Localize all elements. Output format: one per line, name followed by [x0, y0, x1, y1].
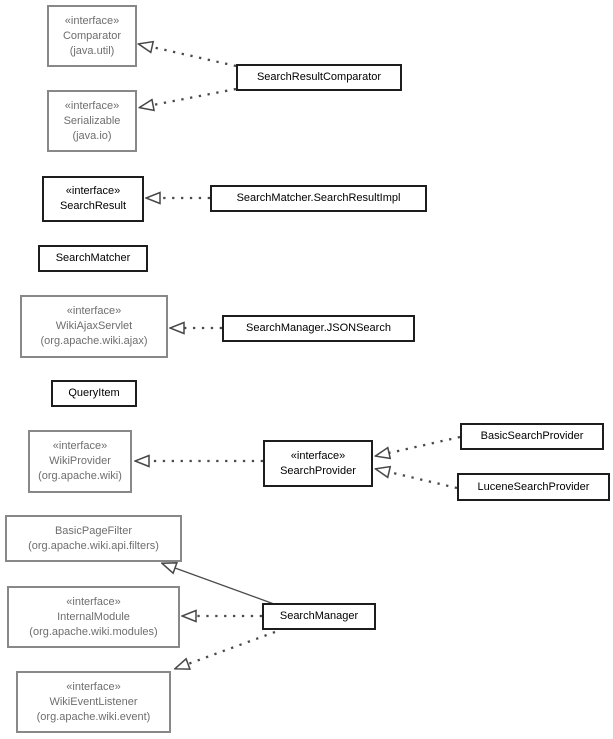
class-name: WikiEventListener: [49, 695, 138, 708]
class-name: QueryItem: [68, 387, 120, 399]
package-label: (org.apache.wiki.api.filters): [28, 539, 159, 552]
class-name: SearchResult: [59, 200, 127, 212]
class-box-lucenesearchprovider[interactable]: [457, 473, 610, 501]
package-label: (java.util): [69, 44, 115, 57]
class-name: SearchManager: [279, 610, 359, 622]
stereotype-label: «interface»: [64, 99, 120, 112]
class-box-wikiajaxservlet[interactable]: [20, 295, 168, 358]
class-box-serializable[interactable]: [47, 90, 137, 152]
realization-lucenesearchprovider-searchprovider: [389, 472, 457, 488]
class-box-searchmatcher-searchresultimpl[interactable]: [210, 185, 427, 212]
class-box-searchprovider[interactable]: [263, 440, 373, 487]
class-name: SearchMatcher.SearchResultImpl: [236, 192, 401, 204]
class-box-internalmodule[interactable]: [7, 586, 180, 648]
stereotype-label: «interface»: [66, 595, 121, 608]
stereotype-label: «interface»: [64, 14, 120, 27]
realization-searchmanager-wikieventlistener: [188, 632, 275, 664]
class-box-wikiprovider[interactable]: [28, 430, 132, 493]
class-box-basicsearchprovider[interactable]: [460, 423, 604, 450]
stereotype-label: «interface»: [290, 449, 346, 462]
class-box-comparator[interactable]: [47, 5, 137, 67]
package-label: (org.apache.wiki): [38, 470, 122, 482]
package-label: (org.apache.wiki.ajax): [40, 335, 148, 347]
package-label: (org.apache.wiki.event): [36, 710, 151, 723]
realization-searchresultcomparator-serializable: [153, 89, 236, 105]
class-box-basicpagefilter[interactable]: [5, 515, 182, 562]
class-name: LuceneSearchProvider: [477, 480, 590, 493]
stereotype-label: «interface»: [52, 440, 108, 452]
class-box-searchresultcomparator[interactable]: [236, 64, 402, 91]
class-box-wikieventlistener[interactable]: [16, 671, 171, 733]
package-label: (org.apache.wiki.modules): [29, 625, 158, 638]
class-name: Serializable: [63, 114, 121, 127]
class-box-searchmanager-jsonsearch[interactable]: [222, 315, 415, 342]
package-label: (java.io): [72, 129, 112, 142]
class-name: SearchManager.JSONSearch: [246, 322, 391, 334]
class-box-searchresult[interactable]: [42, 176, 144, 222]
stereotype-label: «interface»: [66, 305, 122, 317]
class-name: SearchProvider: [280, 464, 356, 477]
stereotype-label: «interface»: [66, 680, 121, 693]
class-name: Comparator: [62, 29, 122, 42]
class-box-searchmanager[interactable]: [262, 603, 376, 630]
class-name: BasicSearchProvider: [480, 430, 584, 442]
class-name: WikiProvider: [49, 455, 111, 467]
generalization-searchmanager-basicpagefilter: [175, 568, 274, 604]
class-name: BasicPageFilter: [54, 524, 133, 537]
class-box-searchmatcher[interactable]: [38, 245, 148, 272]
stereotype-label: «interface»: [65, 185, 121, 197]
realization-searchresultcomparator-comparator: [152, 47, 236, 66]
class-name: InternalModule: [57, 610, 130, 623]
realization-basicsearchprovider-searchprovider: [389, 437, 460, 453]
class-box-queryitem[interactable]: [51, 380, 137, 407]
class-name: SearchResultComparator: [256, 71, 382, 83]
class-name: WikiAjaxServlet: [55, 320, 133, 332]
class-name: SearchMatcher: [55, 252, 131, 264]
